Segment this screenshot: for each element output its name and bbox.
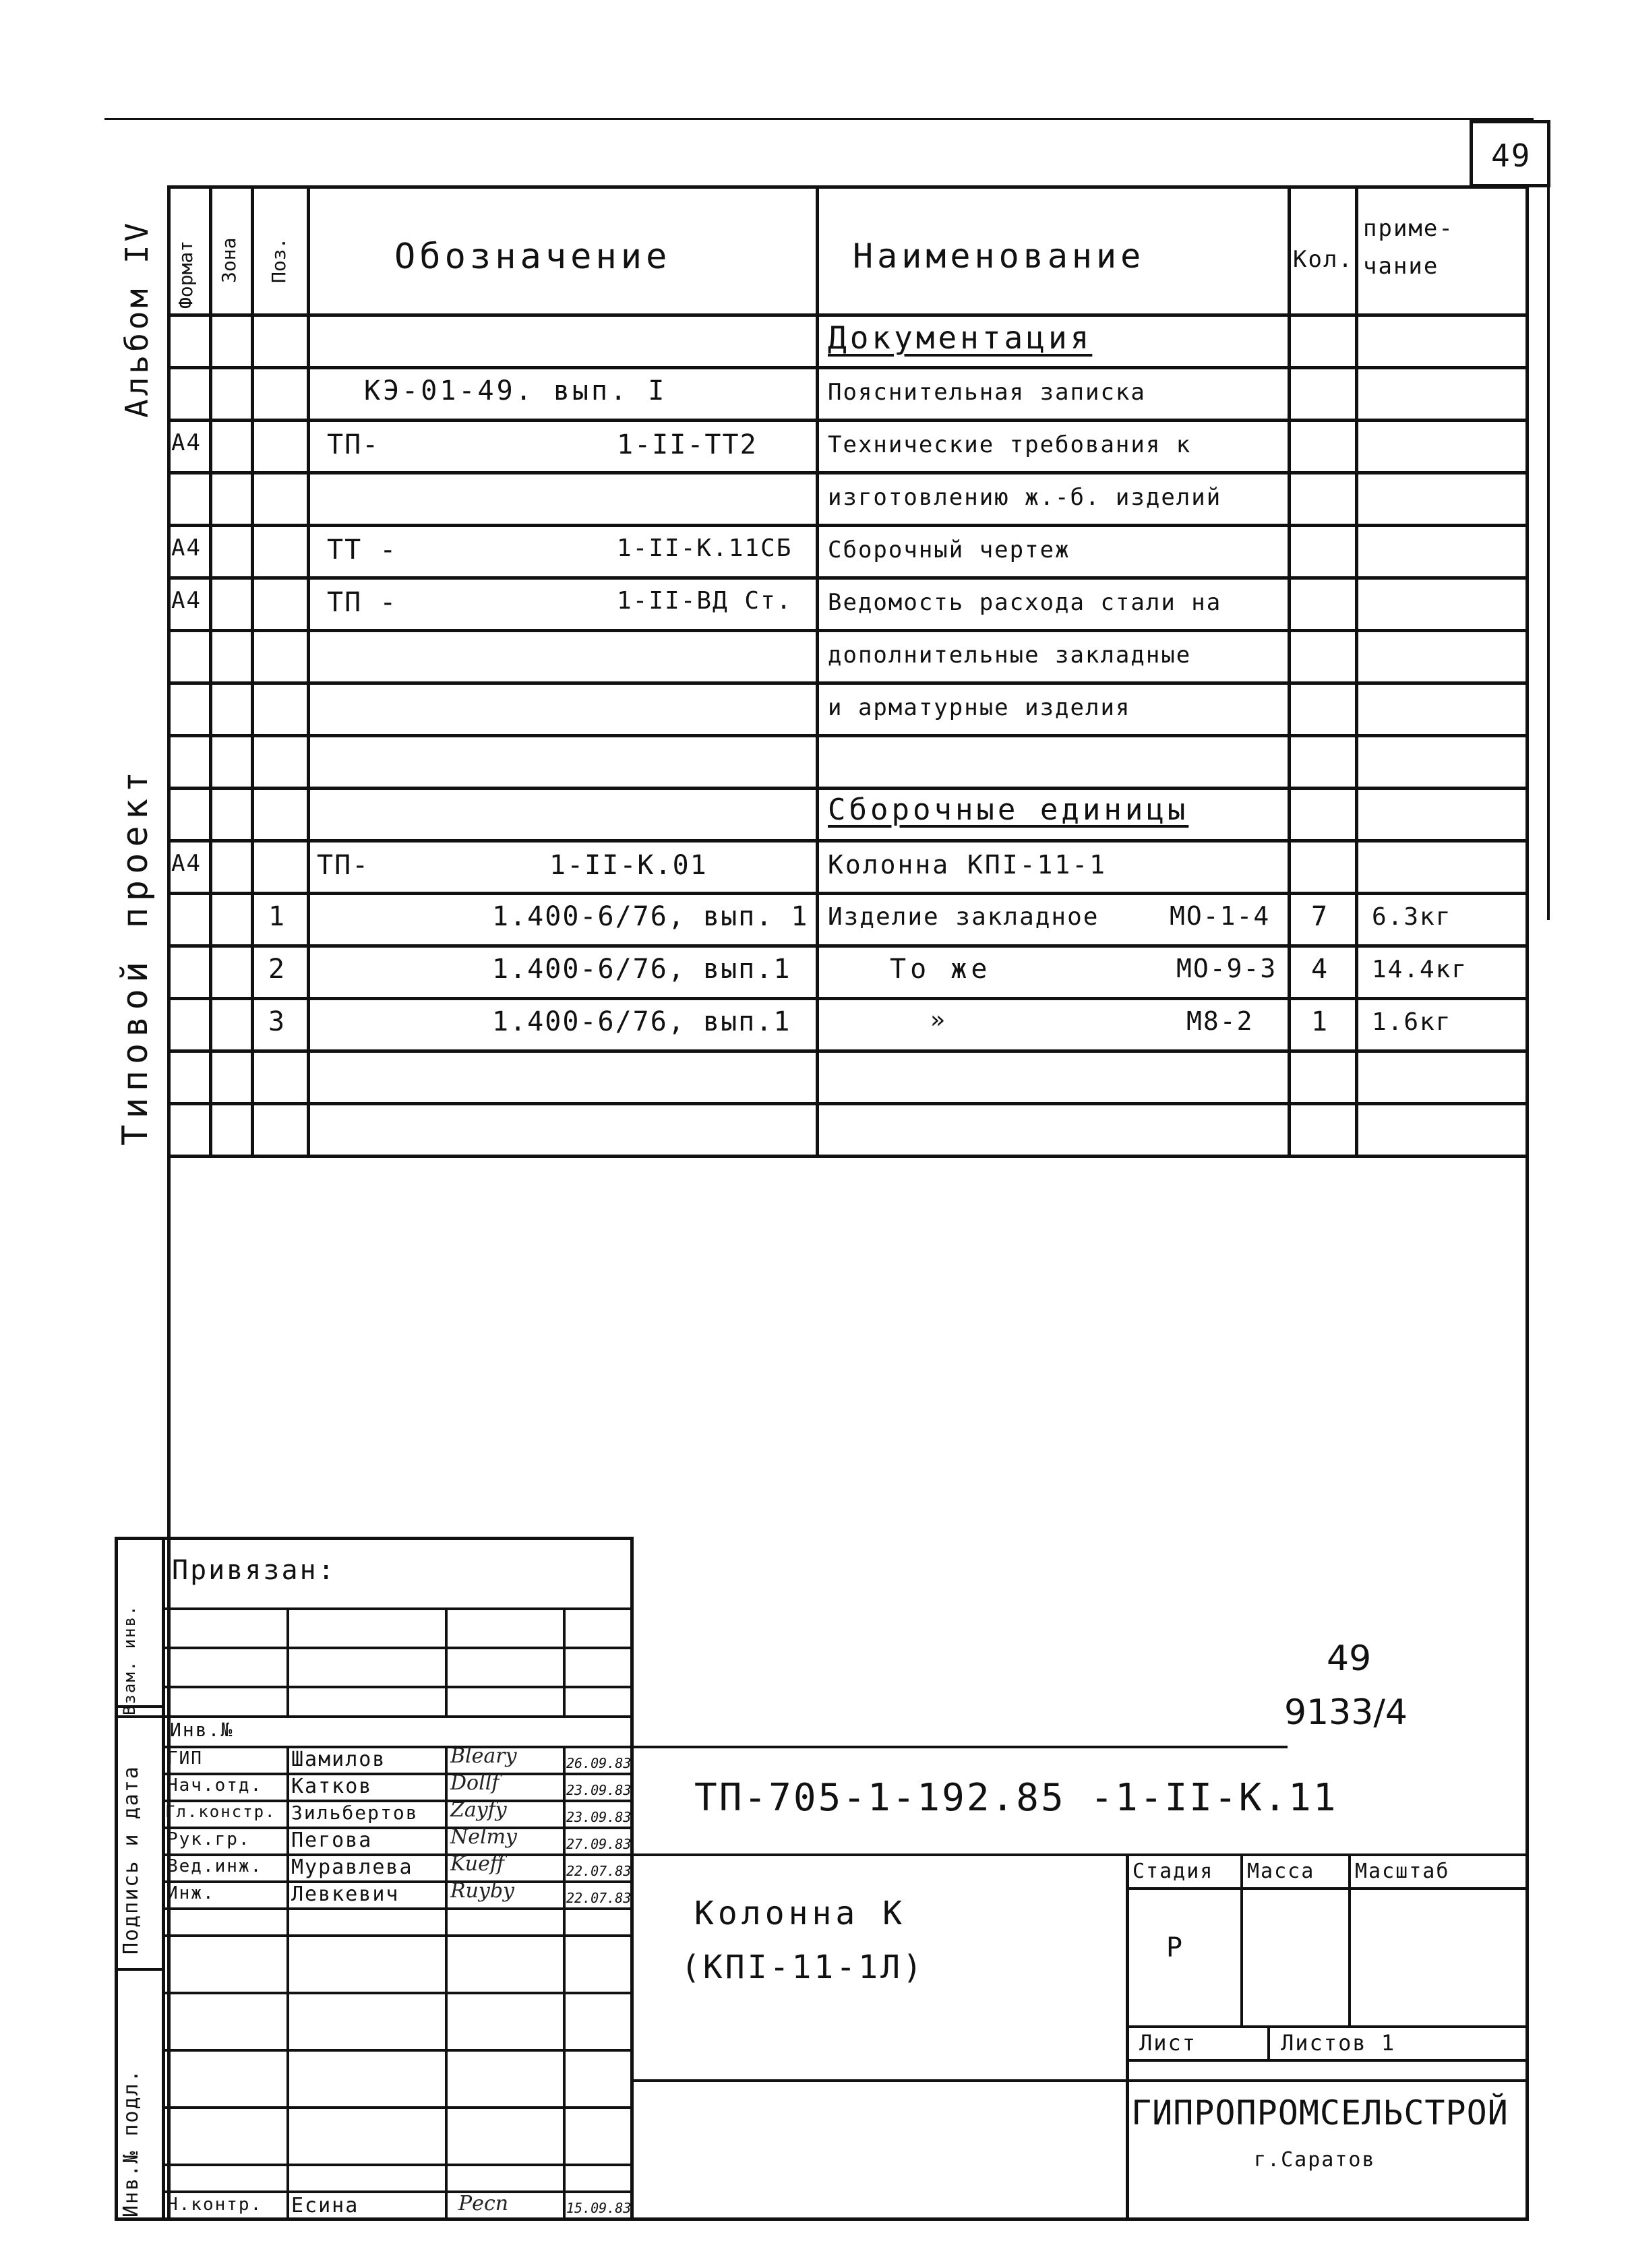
name-cell: Технические требования к (828, 431, 1192, 458)
section-heading: Документация (828, 319, 1093, 356)
sig-date: 23.09.83 (566, 1782, 632, 1798)
tb-line (634, 2079, 1529, 2082)
row-line (167, 419, 1529, 422)
stage-label: Стадия (1132, 1860, 1214, 1883)
sig-role: Гл.констр. (165, 1802, 276, 1821)
org-city: г.Саратов (1254, 2148, 1376, 2172)
sig-col (286, 1746, 289, 2221)
row-line (167, 471, 1529, 474)
sheets-label: Листов 1 (1281, 2030, 1396, 2056)
stamp-divider (115, 1705, 162, 1708)
header-note-2: чание (1363, 253, 1439, 280)
name-mark: МО-9-3 (1176, 954, 1277, 983)
tb-line (1126, 2059, 1529, 2062)
name-cell: Колонна КПI-11-1 (828, 850, 1108, 880)
qty-cell: 1 (1311, 1006, 1329, 1037)
designation-cell: КЭ-01-49. вып. I (364, 375, 667, 406)
designation-prefix: ТП- (317, 850, 370, 881)
side-label-album: Альбом IV (119, 219, 155, 418)
row-line (167, 576, 1529, 580)
sig-signature: Ruyby (450, 1879, 515, 1903)
note-cell: 14.4кг (1372, 956, 1468, 983)
object-line-1: Колонна К (694, 1895, 907, 1932)
col-format-right (209, 185, 212, 1156)
pos-cell: 1 (268, 901, 286, 932)
sig-name: Катков (291, 1775, 373, 1798)
name-cell: То же (890, 954, 992, 985)
format-cell: А4 (171, 587, 202, 614)
stamp-inv-podl: Инв.№ подл. (119, 2068, 143, 2217)
col-zone-right (251, 185, 254, 1156)
header-qty: Кол. (1293, 246, 1354, 273)
row-line (167, 1049, 1529, 1053)
header-note-1: приме- (1363, 215, 1454, 242)
sig-signature: Респ (458, 2192, 509, 2215)
header-name: Наименование (853, 237, 1145, 276)
row-line (167, 1155, 1529, 1158)
designation-cell: 1.400-6/76, вып.1 (492, 954, 791, 985)
stamp-vzam: Взам. инв. (120, 1604, 139, 1715)
sig-role: Рук.гр. (167, 1829, 251, 1849)
name-cell: дополнительные закладные (828, 642, 1192, 669)
designation-cell: 1.400-6/76, вып. 1 (492, 901, 809, 932)
designation-prefix: ТП- (327, 429, 380, 460)
right-margin-line (1547, 125, 1550, 920)
sig-name: Муравлева (291, 1856, 413, 1879)
handwritten-code: 9133/4 (1284, 1692, 1408, 1733)
name-cell: » (930, 1006, 946, 1034)
row-line (167, 681, 1529, 685)
header-zone: Зона (218, 237, 240, 283)
sig-role: Нач.отд. (167, 1775, 263, 1796)
object-line-2: (КПI-11-1Л) (681, 1949, 925, 1986)
handwritten-sheet-number: 49 (1327, 1638, 1372, 1679)
tb-right-col (1126, 1853, 1129, 2221)
row-line (167, 892, 1529, 895)
stamp-divider (115, 1968, 162, 1971)
top-border (104, 118, 1534, 120)
tb-line (1126, 1887, 1529, 1890)
name-cell: и арматурные изделия (828, 694, 1131, 721)
tb-col (1348, 1853, 1351, 2025)
row-line (167, 734, 1529, 737)
name-cell: Ведомость расхода стали на (828, 589, 1222, 616)
doc-code: ТП-705-1-192.85 -1-II-К.11 (694, 1776, 1338, 1820)
stage-value: Р (1166, 1932, 1184, 1963)
sig-name: Шамилов (291, 1748, 386, 1771)
qty-cell: 7 (1311, 901, 1329, 932)
header-designation: Обозначение (394, 237, 671, 277)
scale-label: Масштаб (1355, 1860, 1450, 1883)
note-cell: 6.3кг (1372, 903, 1452, 931)
row-line (167, 997, 1529, 1000)
sig-date: 27.09.83 (566, 1836, 632, 1852)
name-cell: Изделие закладное (828, 903, 1099, 931)
name-cell: Сборочный чертеж (828, 537, 1070, 563)
pos-cell: 3 (268, 1006, 286, 1037)
sig-col (563, 1746, 566, 2221)
designation-suffix: 1-II-ВД Ст. (617, 587, 793, 615)
sig-date: 23.09.83 (566, 1809, 632, 1825)
designation-cell: 1.400-6/76, вып.1 (492, 1006, 791, 1037)
sig-date: 15.09.83 (566, 2200, 632, 2216)
row-line (167, 366, 1529, 369)
row-line (167, 839, 1529, 842)
qty-cell: 4 (1311, 954, 1329, 985)
name-cell: изготовлению ж.-б. изделий (828, 484, 1222, 511)
org-name: ГИПРОПРОМСЕЛЬСТРОЙ (1131, 2093, 1509, 2133)
section-heading: Сборочные единицы (828, 793, 1189, 827)
sig-role: ГИП (167, 1748, 203, 1769)
designation-prefix: ТТ - (327, 534, 398, 565)
binding-col (563, 1607, 566, 1715)
row-line (167, 1102, 1529, 1105)
col-name-right (1288, 185, 1291, 1156)
name-mark: МО-1-4 (1170, 901, 1271, 931)
sig-col (445, 1746, 448, 2221)
sheet-number: 49 (1491, 137, 1532, 174)
format-cell: А4 (171, 534, 202, 561)
inv-label: Инв.№ (170, 1719, 234, 1741)
sheet-label: Лист (1139, 2030, 1197, 2056)
row-line (167, 629, 1529, 632)
name-mark: М8-2 (1186, 1006, 1254, 1036)
name-cell: Пояснительная записка (828, 379, 1146, 406)
binding-title: Привязан: (172, 1555, 336, 1586)
side-label-project: Типовой проект (115, 765, 156, 1146)
note-cell: 1.6кг (1372, 1008, 1452, 1036)
designation-suffix: 1-II-К.01 (549, 850, 708, 881)
sig-date: 22.07.83 (566, 1863, 632, 1879)
sig-signature: Kueff (450, 1852, 505, 1876)
sig-date: 22.07.83 (566, 1890, 632, 1906)
sig-role: Инж. (167, 1883, 215, 1903)
header-format: Формат (175, 240, 197, 309)
tb-col (1240, 1853, 1243, 2025)
col-qty-right (1355, 185, 1358, 1156)
sig-signature: Bleary (450, 1744, 517, 1768)
header-bottom (167, 313, 1529, 317)
sig-signature: Zayfy (450, 1798, 507, 1822)
sig-signature: Nelmy (450, 1825, 517, 1849)
sig-date: 26.09.83 (566, 1755, 632, 1771)
binding-col (286, 1607, 289, 1715)
row-line (167, 524, 1529, 527)
stamp-podpis: Подпись и дата (119, 1765, 143, 1955)
tb-col (1267, 2025, 1270, 2059)
designation-prefix: ТП - (327, 587, 398, 618)
header-pos: Поз. (268, 237, 290, 283)
row-line (167, 944, 1529, 948)
col-designation-right (816, 185, 819, 1156)
binding-inner-left (162, 1537, 165, 2221)
pos-cell: 2 (268, 954, 286, 985)
binding-line (115, 1715, 634, 1718)
row-line (167, 787, 1529, 790)
sig-name: Есина (291, 2194, 359, 2217)
designation-suffix: 1-II-ТТ2 (617, 429, 758, 460)
sig-role: Вед.инж. (167, 1856, 263, 1876)
format-cell: А4 (171, 429, 202, 456)
sig-name: Зильбертов (291, 1802, 419, 1824)
designation-suffix: 1-II-К.11СБ (617, 534, 793, 562)
mass-label: Масса (1247, 1860, 1315, 1883)
sig-role: Н.контр. (167, 2195, 263, 2215)
format-cell: А4 (171, 850, 202, 877)
col-pos-right (307, 185, 310, 1156)
sig-name: Левкевич (291, 1882, 400, 1906)
binding-col (445, 1607, 448, 1715)
sig-signature: Dollf (450, 1771, 500, 1795)
sig-name: Пегова (291, 1829, 373, 1852)
tb-line (1126, 2025, 1529, 2028)
